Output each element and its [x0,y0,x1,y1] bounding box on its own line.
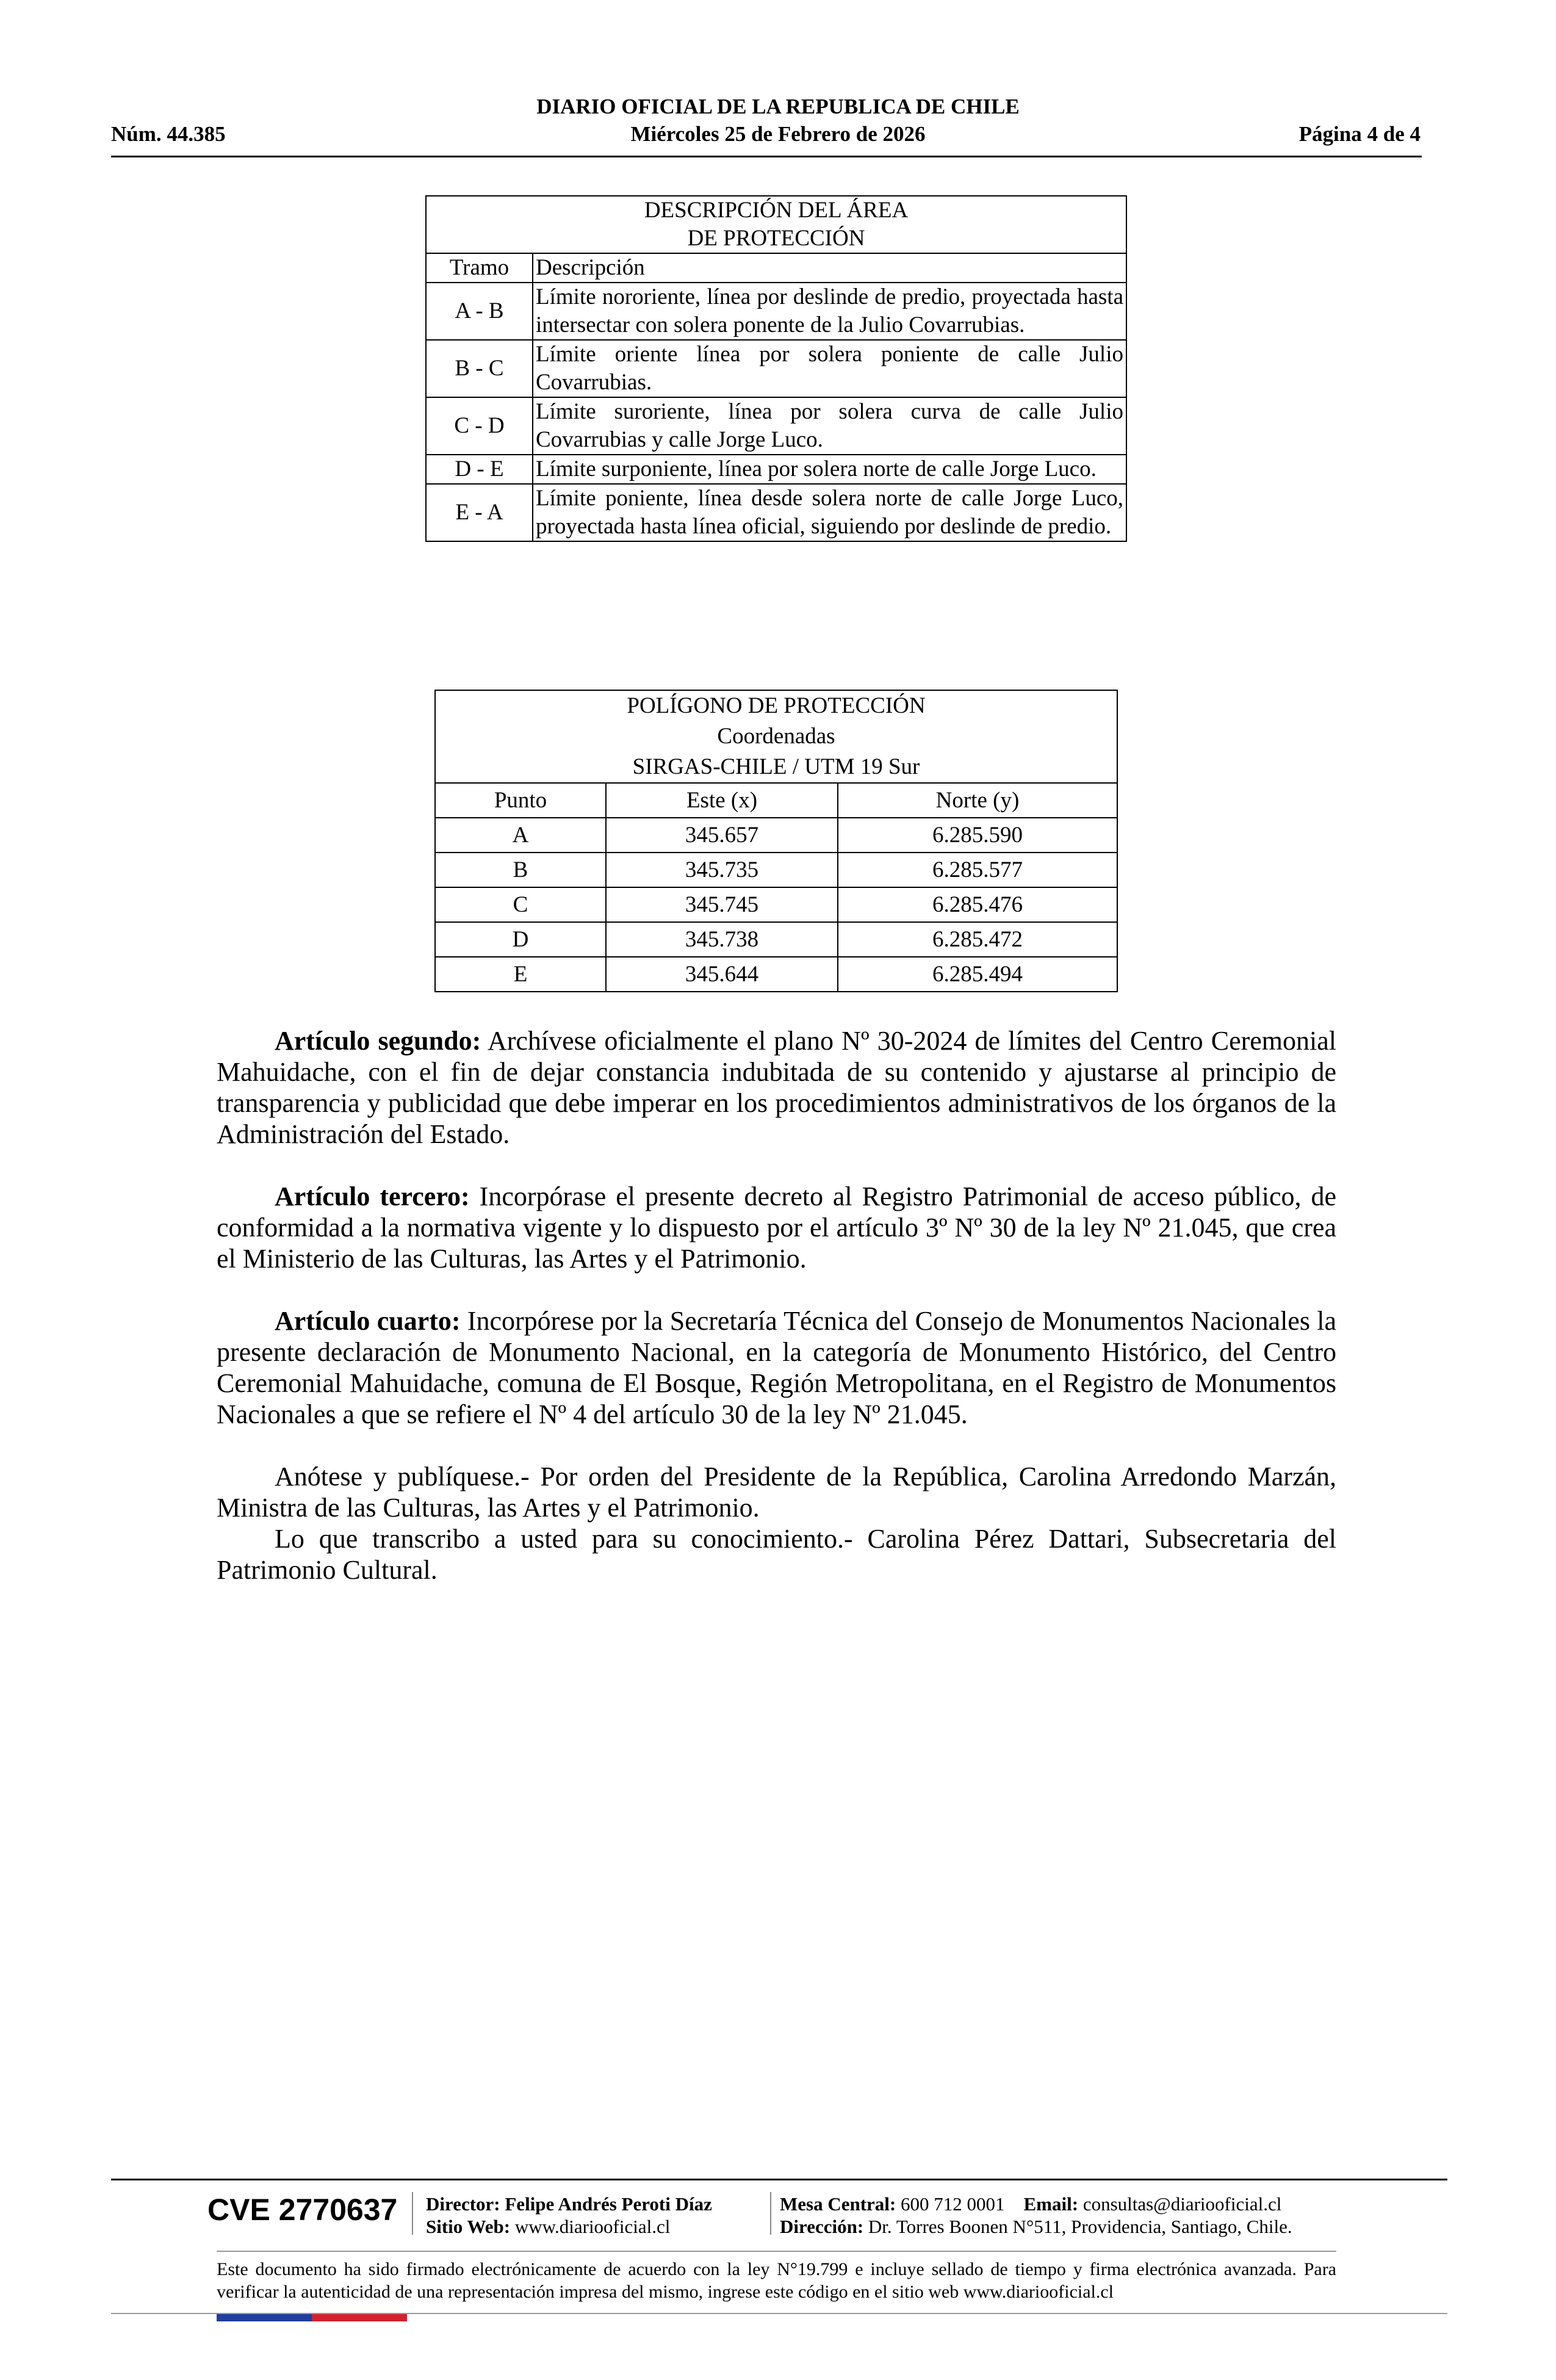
email-link[interactable]: consultas@diariooficial.cl [1078,2193,1282,2215]
punto-cell: A [435,818,606,853]
punto-cell: C [435,887,606,922]
polygon-table-title-line3: SIRGAS-CHILE / UTM 19 Sur [632,754,920,779]
table-row [426,455,1126,484]
punto-cell: B [435,853,606,887]
article-segundo [217,1025,1336,1150]
website-link[interactable]: www.diariooficial.cl [510,2216,671,2237]
area-table-title-line2: DE PROTECCIÓN [687,226,865,251]
director-label: Director: [426,2193,500,2215]
tramo-cell: D - E [426,455,533,484]
description-cell: Límite poniente, línea desde solera norte de calle Jorge Luco, proyectada hasta línea oficial, siguiendo por deslinde de predio. [533,484,1126,541]
flag-stripe-blue [217,2314,312,2321]
issue-number: Núm. 44.385 [111,122,226,146]
norte-cell: 6.285.472 [838,922,1117,957]
closing-transcription: Lo que transcribo a usted para su conocimiento.- Carolina Pérez Dattari, Subsecretaria del Patrimonio Cultural. [217,1524,1336,1585]
col-header-este: Este (x) [606,783,838,818]
norte-cell: 6.285.590 [838,818,1117,853]
cve-code: CVE 2770637 [207,2193,398,2227]
polygon-table-title [435,690,1117,783]
article-tercero-text: Incorpórase el presente decreto al Registro Patrimonial de acceso público, de conformidad a la normativa vigente y lo dispuesto por el artículo 3º Nº 30 de la ley Nº 21.045, que crea el Ministerio de las Culturas, las Artes y el Patrimonio. [217,1181,1336,1274]
description-cell: Límite nororiente, línea por deslinde de predio, proyectada hasta intersectar con solera ponente de la Julio Covarrubias. [533,283,1126,340]
area-table-title-line1: DESCRIPCIÓN DEL ÁREA [644,198,909,223]
decree-body [217,1025,1336,1585]
article-tercero-label: Artículo tercero: [275,1181,470,1211]
footer-contact-block [780,2193,1292,2238]
description-cell: Límite suroriente, línea por solera curva de calle Julio Covarrubias y calle Jorge Luco. [533,397,1126,455]
phone-label: Mesa Central: [780,2193,896,2215]
tramo-cell: B - C [426,340,533,397]
este-cell: 345.745 [606,887,838,922]
col-header-punto: Punto [435,783,606,818]
table-row [435,957,1117,992]
header-divider [111,156,1422,157]
este-cell: 345.735 [606,853,838,887]
tramo-cell: E - A [426,484,533,541]
area-description-table [425,195,1127,542]
description-cell: Límite surponiente, línea por solera norte de calle Jorge Luco. [533,455,1126,484]
este-cell: 345.644 [606,957,838,992]
footer-divider-top [111,2179,1447,2180]
table-row [435,922,1117,957]
footer-separator [770,2192,771,2235]
table-row [435,853,1117,887]
table-row [426,283,1126,340]
col-header-norte: Norte (y) [838,783,1117,818]
footer-separator [412,2192,413,2235]
area-table-title [426,196,1126,253]
table-row [435,887,1117,922]
article-tercero [217,1181,1336,1274]
table-row [426,484,1126,541]
closing-publication: Anótese y publíquese.- Por orden del Presidente de la República, Carolina Arredondo Marzán, Ministra de las Culturas, las Artes y el Patrimonio. [217,1462,1336,1523]
table-row [435,818,1117,853]
article-cuarto-text: Incorpórese por la Secretaría Técnica del Consejo de Monumentos Nacionales la presente declaración de Monumento Nacional, en la categoría de Monumento Histórico, del Centro Ceremonial Mahuidache, comuna de El Bosque, Región Metropolitana, en el Registro de Monumentos Nacionales a que se refiere el Nº 4 del artículo 30 de la ley Nº 21.045. [217,1306,1336,1429]
phone-number: 600 712 0001 [896,2193,1005,2215]
tramo-cell: A - B [426,283,533,340]
article-cuarto-label: Artículo cuarto: [275,1306,461,1336]
issue-date: Miércoles 25 de Febrero de 2026 [630,122,926,146]
punto-cell: D [435,922,606,957]
tramo-cell: C - D [426,397,533,455]
col-header-tramo: Tramo [426,253,533,283]
norte-cell: 6.285.577 [838,853,1117,887]
address-value: Dr. Torres Boonen N°511, Providencia, Santiago, Chile. [863,2216,1292,2237]
este-cell: 345.738 [606,922,838,957]
table-row [426,340,1126,397]
flag-stripe-red [312,2314,407,2321]
website-label: Sitio Web: [426,2216,511,2237]
polygon-table-title-line2: Coordenadas [717,724,835,749]
col-header-descripcion: Descripción [533,253,1126,283]
polygon-table-title-line1: POLÍGONO DE PROTECCIÓN [627,693,926,718]
norte-cell: 6.285.494 [838,957,1117,992]
polygon-coordinates-table [434,690,1118,992]
norte-cell: 6.285.476 [838,887,1117,922]
article-segundo-text: Archívese oficialmente el plano Nº 30-2024 de límites del Centro Ceremonial Mahuidache, con el fin de dejar constancia indubitada de su contenido y ajustarse al principio de transparencia y publicidad que debe imperar en los procedimientos administrativos de los órganos de la Administración del Estado. [217,1026,1337,1149]
description-cell: Límite oriente línea por solera poniente de calle Julio Covarrubias. [533,340,1126,397]
article-segundo-label: Artículo segundo: [275,1026,481,1056]
newspaper-title: DIARIO OFICIAL DE LA REPUBLICA DE CHILE [536,95,1020,118]
address-label: Dirección: [780,2216,864,2237]
footer-divider-mid [217,2251,1336,2252]
director-name: Felipe Andrés Peroti Díaz [500,2193,712,2215]
email-label: Email: [1023,2193,1079,2215]
signature-notice: Este documento ha sido firmado electrónicamente de acuerdo con la ley N°19.799 e incluye sellado de tiempo y firma electrónica avanzada. Para verificar la autenticidad de una representación impresa del mismo, ingrese este código en el sitio web www.diariooficial.cl [217,2259,1336,2302]
punto-cell: E [435,957,606,992]
article-cuarto [217,1305,1336,1430]
table-row [426,397,1126,455]
page-indicator: Página 4 de 4 [1298,122,1421,146]
footer-director-block [426,2193,712,2238]
este-cell: 345.657 [606,818,838,853]
